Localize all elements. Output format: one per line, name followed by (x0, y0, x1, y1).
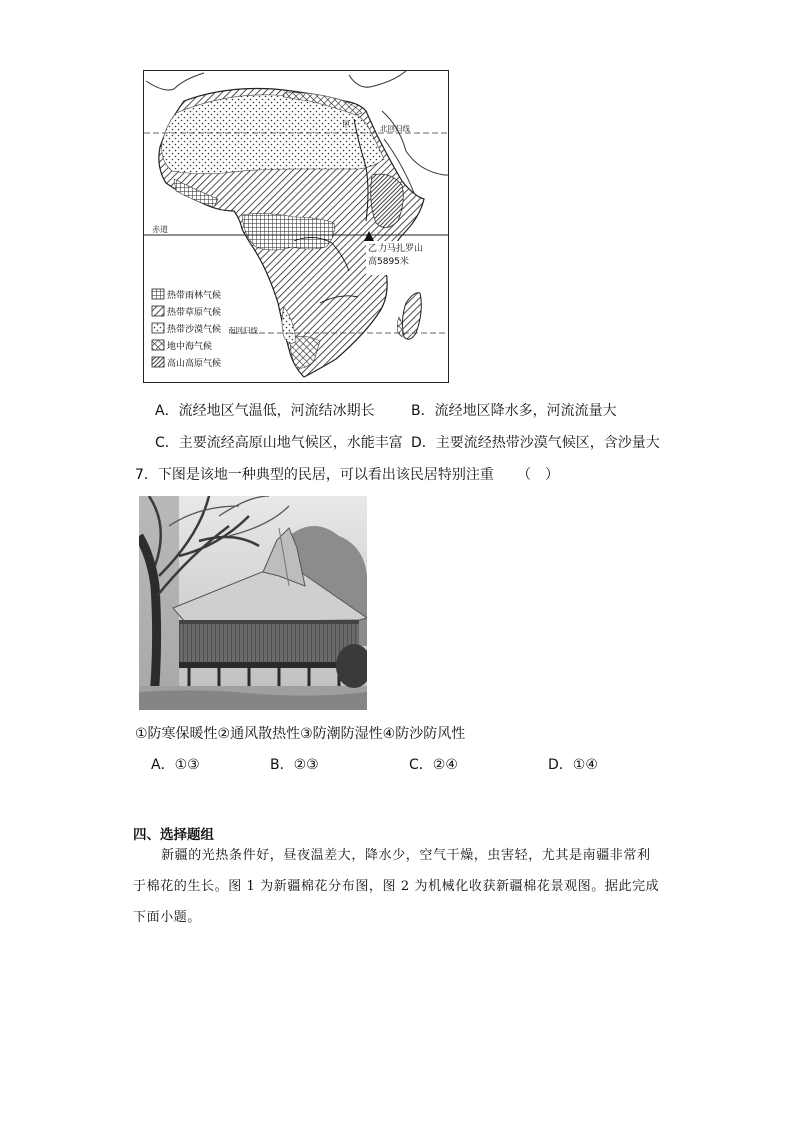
q7-statements: ①防寒保暖性②通风散热性③防潮防湿性④防沙防风性 (135, 726, 466, 742)
tropic-north-label: 北回归线 (380, 124, 410, 133)
legend-swatch-crosshatch (152, 340, 164, 350)
q7-option-d[interactable]: D．①④ (548, 757, 598, 773)
point-yi-label: 乙 (368, 244, 378, 254)
africa-climate-map (143, 70, 449, 383)
stilt-house-photo (139, 496, 367, 710)
legend-label: 热带草原气候 (167, 308, 222, 318)
q7-answer-bracket[interactable]: （ ） (517, 467, 559, 483)
legend-swatch-hatch (152, 306, 164, 316)
section-title: 四、选择题组 (133, 827, 214, 843)
mountain-height-label: 高5895米 (368, 257, 409, 267)
equator-label: 赤道 (152, 225, 168, 234)
legend-swatch-dots (152, 323, 164, 333)
legend-label: 高山高原气候 (167, 359, 222, 369)
legend-swatch-grid (152, 289, 164, 299)
madagascar-west (397, 317, 402, 337)
legend-label: 热带沙漠气候 (167, 325, 222, 335)
q7-option-c[interactable]: C．②④ (409, 757, 458, 773)
map-legend (152, 289, 221, 369)
africa-map-svg (144, 71, 448, 382)
legend-label: 地中海气候 (167, 342, 213, 352)
q7-stem: 7．下图是该地一种典型的民居，可以看出该民居特别注重 (135, 467, 494, 483)
q7-option-a[interactable]: A．①③ (151, 757, 200, 773)
rainforest-zone (242, 213, 334, 250)
stilt-house-image (139, 496, 367, 710)
europe-coast-east (349, 71, 406, 87)
highland-zone (371, 174, 404, 227)
section-paragraph-line-1: 新疆的光热条件好，昼夜温差大，降水少，空气干燥，虫害轻，尤其是南疆非常利 (161, 848, 651, 863)
legend-label: 热带雨林气候 (167, 291, 222, 301)
point-jia-label: 甲 (342, 120, 350, 129)
q6-option-a[interactable]: A．流经地区气温低，河流结冰期长 (155, 403, 375, 419)
legend-swatch-dense-hatch (152, 357, 164, 367)
madagascar (402, 293, 421, 340)
section-paragraph-line-3: 下面小题。 (133, 910, 202, 925)
tropic-south-label: 南回归线 (228, 326, 258, 335)
section-paragraph-line-2: 于棉花的生长。图 1 为新疆棉花分布图，图 2 为机械化收获新疆棉花景观图。据此完成 (133, 879, 660, 894)
q6-option-c[interactable]: C．主要流经高原山地气候区，水能丰富 (155, 435, 403, 451)
europe-coast (146, 73, 204, 90)
q6-option-d[interactable]: D．主要流经热带沙漠气候区，含沙量大 (411, 435, 660, 451)
q7-option-b[interactable]: B．②③ (270, 757, 319, 773)
q6-option-b[interactable]: B．流经地区降水多，河流流量大 (411, 403, 617, 419)
mountain-name-label: 力马扎罗山 (378, 244, 424, 254)
